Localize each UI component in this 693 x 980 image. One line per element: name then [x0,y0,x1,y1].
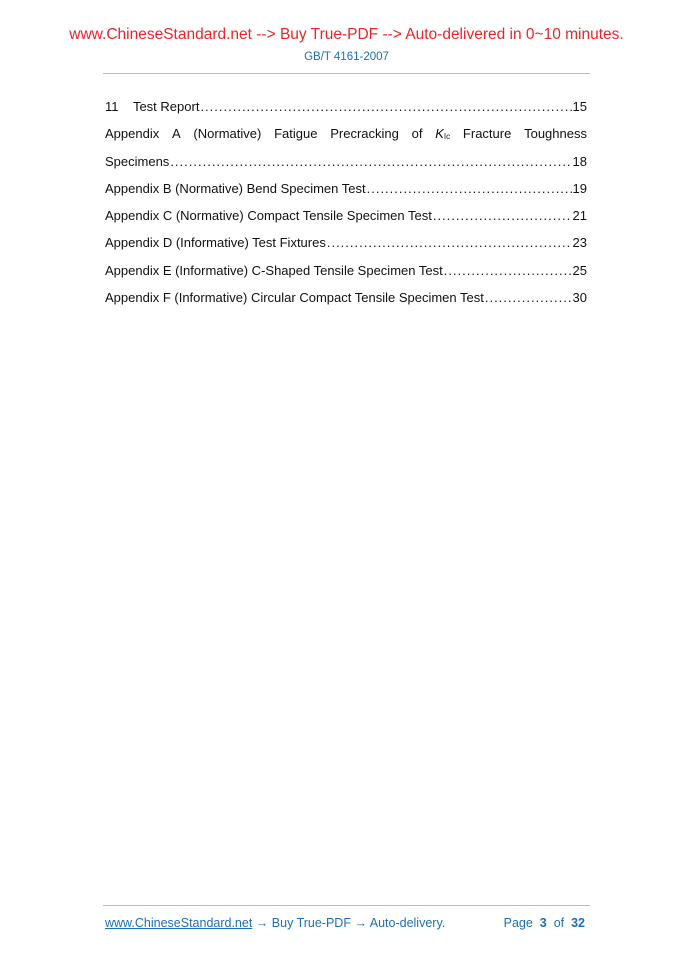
toc-word: (Normative) [193,126,262,142]
table-of-contents [105,99,587,317]
toc-entry-appendix-c[interactable] [105,208,587,235]
total-pages: 32 [571,916,585,930]
toc-entry-title: Appendix B (Normative) Bend Specimen Test [105,180,366,196]
arrow-icon: → [255,916,269,930]
toc-entry-title: Test Report [132,99,200,114]
toc-word: Toughness [524,126,587,142]
toc-leader-dots [367,181,572,196]
toc-entry-appendix-e[interactable] [105,263,587,290]
page-footer [105,916,585,930]
footer-links [105,916,445,930]
arrow-icon: → [354,916,367,930]
footer-site-link[interactable]: www.ChineseStandard.net [105,916,253,930]
toc-entry-test-report[interactable] [105,99,587,126]
page-number: Page 3 of 32 [503,916,585,930]
toc-word: of [411,126,423,142]
toc-entry-number: 11 [105,99,119,114]
standard-code-header: GB/T 4161-2007 [304,51,389,63]
toc-entry-title: Appendix C (Normative) Compact Tensile Specimen Test [105,208,432,224]
toc-leader-dots [327,235,572,250]
toc-entry-page: 21 [572,208,587,224]
toc-leader-dots [200,99,571,114]
toc-leader-dots [433,208,572,223]
toc-word: A [171,126,181,142]
footer-delivery-text: Auto-delivery. [369,916,446,930]
toc-entry-page: 25 [572,262,587,278]
toc-leader-dots [170,154,571,169]
toc-entry-appendix-d[interactable] [105,235,587,262]
toc-word: Appendix [105,126,160,142]
toc-word: Precracking [330,126,399,142]
footer-divider [103,905,590,906]
header-divider [103,73,590,74]
toc-entry-title: Specimens [105,153,170,169]
toc-entry-page: 19 [572,180,587,196]
current-page: 3 [539,916,547,930]
toc-word: Fracture [462,126,512,142]
k-ic-symbol: $K_{Ic}$ [435,126,451,142]
toc-entry-appendix-a-line2[interactable] [105,154,587,181]
toc-leader-dots [485,290,572,305]
toc-leader-dots [444,263,572,278]
toc-word: Fatigue [274,126,318,142]
toc-entry-page: 15 [572,99,587,114]
toc-entry-title: Appendix D (Informative) Test Fixtures [105,235,326,251]
toc-entry-page: 18 [572,153,587,169]
toc-entry-page: 23 [572,235,587,251]
toc-entry-appendix-b[interactable] [105,181,587,208]
toc-entry-page: 30 [572,290,587,306]
footer-buy-text: Buy True-PDF [271,916,351,930]
toc-entry-appendix-a-line1[interactable] [105,126,587,153]
toc-entry-appendix-f[interactable] [105,290,587,317]
site-banner[interactable]: www.ChineseStandard.net --> Buy True-PDF --> Auto-delivered in 0~10 minutes. [69,26,624,43]
toc-entry-title: Appendix F (Informative) Circular Compact Tensile Specimen Test [105,290,484,306]
toc-entry-title: Appendix E (Informative) C-Shaped Tensile Specimen Test [105,262,443,278]
